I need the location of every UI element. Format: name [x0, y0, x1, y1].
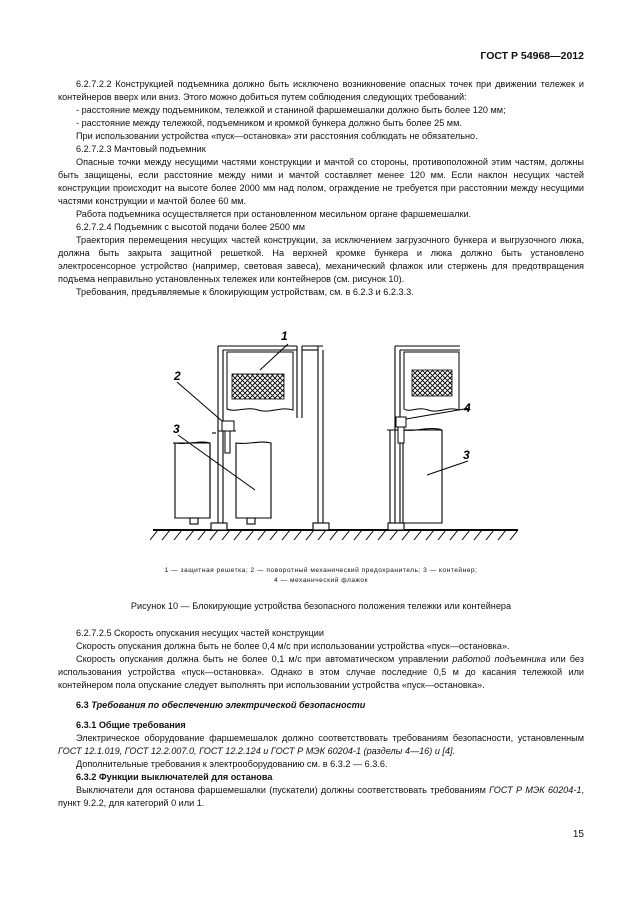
standards-references: ГОСТ 12.1.019, ГОСТ 12.2.007.0, ГОСТ 12.2.124 и ГОСТ Р МЭК 60204-1 (разделы 4—16) и [4].	[58, 746, 456, 756]
section-number: 6.3	[76, 700, 92, 710]
para-blocking-reference: Требования, предъявляемые к блокирующим устройствам, см. в 6.2.3 и 6.2.3.3.	[76, 287, 414, 297]
subsection-title-6-2-7-2-3: 6.2.7.2.3 Мачтовый подъемник	[76, 144, 206, 154]
label-container-right: 3	[463, 448, 470, 462]
para-lift-operation: Работа подъемника осуществляется при остановленном месильном органе фаршемешалки.	[76, 209, 472, 219]
subsection-title-6-2-7-2-5: 6.2.7.2.5 Скорость опускания несущих частей конструкции	[76, 628, 324, 638]
page-number: 15	[572, 829, 584, 840]
section-title-text: Требования по обеспечению электрической безопасности	[91, 700, 366, 710]
body-text-top	[58, 78, 584, 299]
text-segment: или без использования устройства «пуск—остановка». Однако в этом случае последние 0,5 м до касания тележкой или контейнером пола опускание следует выполнять при использовании устройства «пуск—остановка».	[58, 654, 584, 690]
guard-grid-panel-right	[404, 352, 459, 411]
subsection-title-6-3-1: 6.3.1 Общие требования	[76, 720, 186, 730]
swing-lock-device	[218, 421, 236, 453]
legend-line-1: 1 — защитная решетка; 2 — поворотный механический предохранитель; 3 — контейнер;	[164, 567, 478, 574]
para-stop-switches	[58, 784, 584, 810]
list-item-distance-1: - расстояние между подъемником, тележкой и станиной фаршемешалки должно быть более 120 мм;	[76, 105, 506, 115]
figure-legend	[58, 566, 584, 586]
text-segment: Выключатели для останова фаршемешалки (пускатели) должны соответствовать требованиям	[76, 785, 490, 795]
subsection-title-6-2-7-2-4: 6.2.7.2.4 Подъемник с высотой подачи более 2500 мм	[76, 222, 306, 232]
para-mast-lift: Опасные точки между несущими частями конструкции и мачтой со стороны, противоположной этим частям, должны быть защищены, если расстояние между ними и мачтой составляет менее 120 мм. Если наклон несущих частей конструкции происходит на высоте более 2000 мм над полом, ограждение не требуется при расстоянии между несущими частями конструкции и мачтой более 60 мм.	[58, 157, 584, 206]
para-trajectory: Траектория перемещения несущих частей конструкции, за исключением загрузочного бункера и выгрузочного люка, должна быть закрыта защитной решеткой. На верхней кромке бункера и люка должно быть установлено электросенсорное устройство (например, световая завеса), механический флажок или стержень для предотвращения подъема неправильно установленных тележек или контейнеров (см. рисунок 10).	[58, 235, 584, 284]
subsection-title-6-3-2: 6.3.2 Функции выключателей для останова	[76, 772, 273, 782]
standard-reference: ГОСТ Р МЭК 60204-1	[489, 785, 582, 795]
figure-caption: Рисунок 10 — Блокирующие устройства безопасного положения тележки или контейнера	[130, 601, 512, 611]
para-electrical-equipment	[58, 732, 584, 758]
mechanical-flag-device	[396, 417, 406, 443]
para-additional-requirements: Дополнительные требования к электрооборудованию см. в 6.3.2 — 6.3.6.	[76, 759, 388, 769]
text-segment: Электрическое оборудование фаршемешалок должно соответствовать требованиям безопасности, установленным	[76, 733, 584, 743]
label-mechanical-flag: 4	[464, 401, 471, 415]
list-item-distance-2: - расстояние между тележкой, подъемником и кромкой бункера должно быть более 25 мм.	[76, 118, 462, 128]
left-containers	[173, 433, 271, 524]
legend-line-2: 4 — механический флажок	[274, 577, 368, 584]
text-segment: , пункт 9.2.2, для категорий 0 или 1.	[58, 785, 584, 808]
label-container-left: 3	[173, 422, 180, 436]
section-title-6-3	[58, 699, 584, 712]
para-start-stop-note: При использовании устройства «пуск—остановка» эти расстояния соблюдать не обязательно.	[76, 131, 478, 141]
guard-grid-panel-left	[227, 352, 293, 411]
label-guard-grid: 1	[281, 329, 288, 343]
text-italic-segment: работой подъемника	[452, 654, 547, 664]
para-lowering-speed-2	[58, 653, 584, 692]
figure-10-diagram	[150, 318, 520, 553]
text-segment: Скорость опускания должна быть не более 0,1 м/с при автоматическом управлении	[76, 654, 453, 664]
label-swing-lock: 2	[174, 369, 181, 383]
para-lowering-speed-1: Скорость опускания должна быть не более 0,4 м/с при использовании устройства «пуск—остановка».	[76, 641, 510, 651]
document-header: ГОСТ Р 54968—2012	[480, 50, 584, 62]
body-text-bottom	[58, 627, 584, 810]
ground-hatching	[150, 530, 518, 540]
para-6-2-7-2-2: 6.2.7.2.2 Конструкцией подъемника должно быть исключено возникновение опасных точек при движении тележек и контейнеров вверх или вниз. Этого можно добиться путем соблюдения следующих требований:	[58, 79, 584, 102]
